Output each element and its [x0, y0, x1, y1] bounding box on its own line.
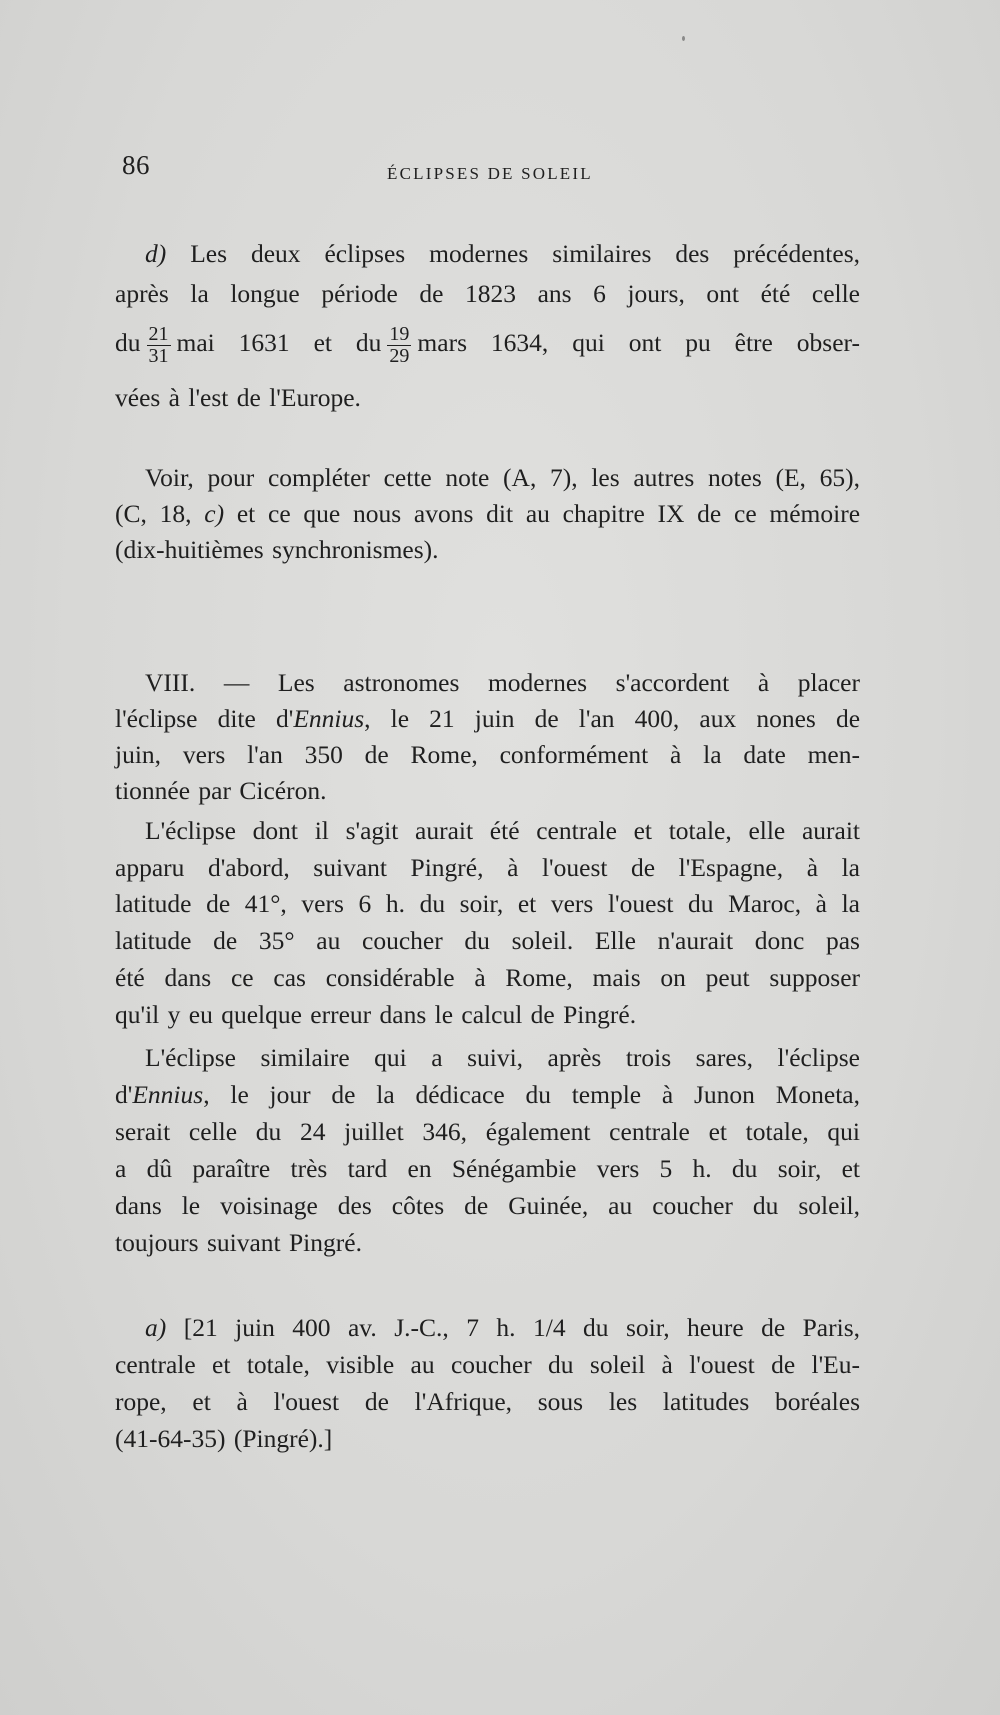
text-line	[115, 236, 860, 272]
fraction-denominator: 31	[148, 344, 169, 367]
text-line: L'éclipse similaire qui a suivi, après trois sares, l'éclipse	[145, 1043, 860, 1072]
text-line: (dix-huitièmes synchronismes).	[115, 535, 439, 564]
fraction-denominator: 29	[389, 344, 410, 367]
item-label: a)	[145, 1313, 167, 1342]
italic-text: c)	[204, 499, 225, 528]
line-text: (C, 18,	[115, 499, 192, 528]
line-text: , le jour de la dédicace du temple à Junon Moneta,	[203, 1080, 860, 1109]
page-header	[122, 150, 882, 190]
fraction-numerator: 21	[148, 322, 169, 345]
text-line: rope, et à l'ouest de l'Afrique, sous les latitudes boréales	[115, 1387, 860, 1416]
line-text: mai 1631 et du	[176, 328, 382, 357]
text-line	[115, 701, 860, 737]
text-line: latitude de 41°, vers 6 h. du soir, et vers l'ouest du Maroc, à la	[115, 889, 860, 918]
fraction	[387, 324, 411, 367]
text-line-with-fractions	[115, 322, 860, 367]
text-line: Voir, pour compléter cette note (A, 7), les autres notes (E, 65),	[145, 463, 860, 492]
text-line: a dû paraître très tard en Sénégambie vers 5 h. du soir, et	[115, 1154, 860, 1183]
text-line: juin, vers l'an 350 de Rome, conformément à la date men-	[115, 740, 860, 769]
text-line: latitude de 35° au coucher du soleil. Elle n'aurait donc pas	[115, 926, 860, 955]
text-line: toujours suivant Pingré.	[115, 1228, 362, 1257]
text-line: serait celle du 24 juillet 346, également centrale et totale, qui	[115, 1117, 860, 1146]
text-line: dans le voisinage des côtes de Guinée, au coucher du soleil,	[115, 1191, 860, 1220]
text-line: après la longue période de 1823 ans 6 jours, ont été celle	[115, 279, 860, 308]
text-line: tionnée par Cicéron.	[115, 776, 327, 805]
text-line: L'éclipse dont il s'agit aurait été centrale et totale, elle aurait	[145, 816, 860, 845]
line-text: [21 juin 400 av. J.-C., 7 h. 1/4 du soir, heure de Paris,	[183, 1313, 860, 1342]
line-text: du	[115, 328, 141, 357]
item-label: d)	[145, 239, 167, 268]
text-line	[115, 496, 860, 532]
text-line: centrale et totale, visible au coucher du soleil à l'ouest de l'Eu-	[115, 1350, 860, 1379]
running-title: ÉCLIPSES DE SOLEIL	[387, 164, 593, 183]
text-line: été dans ce cas considérable à Rome, mais on peut supposer	[115, 963, 860, 992]
page-number: 86	[122, 150, 150, 180]
fraction	[147, 324, 171, 367]
line-text: l'éclipse dite d'	[115, 704, 294, 733]
line-text: , le 21 juin de l'an 400, aux nones de	[364, 704, 861, 733]
text-line: apparu d'abord, suivant Pingré, à l'ouest de l'Espagne, à la	[115, 853, 860, 882]
line-text: Les deux éclipses modernes similaires des précédentes,	[190, 239, 860, 268]
text-line	[115, 1077, 860, 1113]
line-text: d'	[115, 1080, 133, 1109]
text-line: VIII. — Les astronomes modernes s'accordent à placer	[145, 668, 860, 697]
text-line	[115, 1310, 860, 1346]
line-text: et ce que nous avons dit au chapitre IX de ce mémoire	[236, 499, 861, 528]
text-line: (41-64-35) (Pingré).]	[115, 1424, 333, 1453]
fraction-numerator: 19	[389, 322, 410, 345]
line-text: mars 1634, qui ont pu être obser-	[417, 328, 861, 357]
text-line: vées à l'est de l'Europe.	[115, 383, 361, 412]
page-speck	[682, 36, 685, 41]
italic-text: Ennius	[132, 1080, 204, 1109]
text-line: qu'il y eu quelque erreur dans le calcul de Pingré.	[115, 1000, 637, 1029]
italic-text: Ennius	[293, 704, 365, 733]
